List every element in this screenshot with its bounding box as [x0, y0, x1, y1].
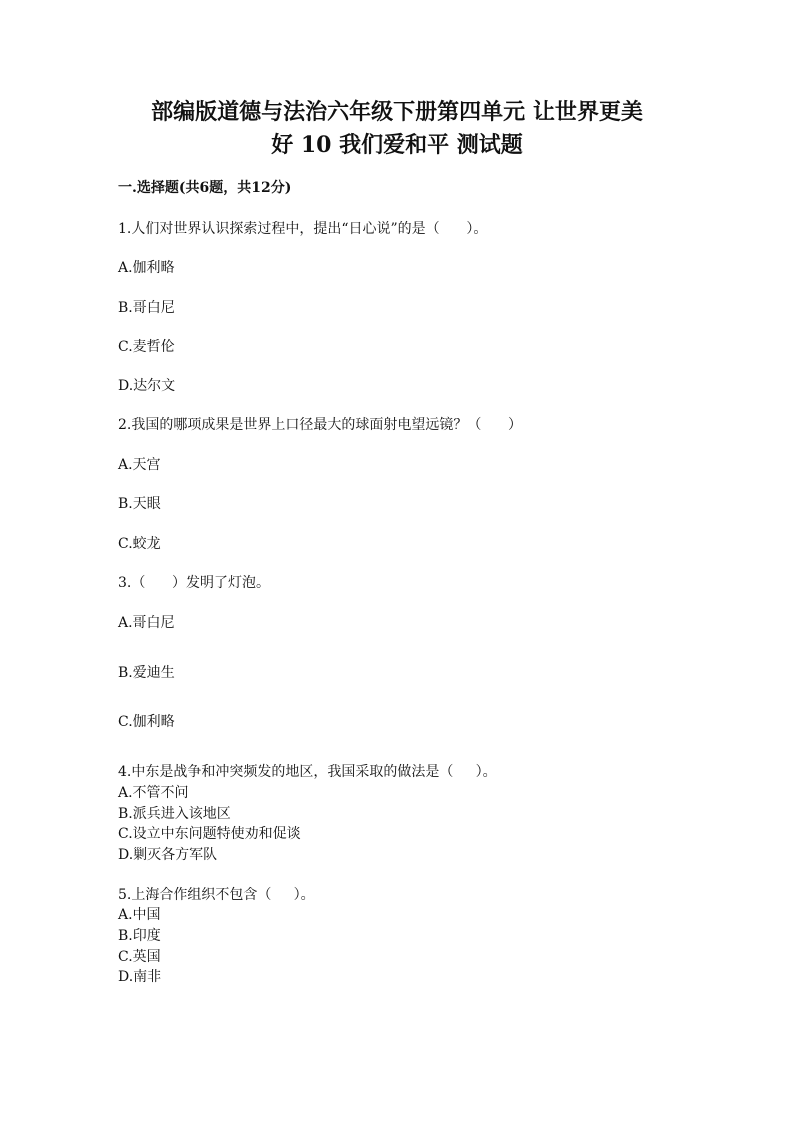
question-3-option-c: C.伽利略 [118, 714, 175, 730]
question-4-option-d: D.剿灭各方军队 [118, 847, 218, 863]
question-4-option-b: B.派兵进入该地区 [118, 806, 231, 822]
document-title-line-2: 好 10 我们爱和平 测试题 [271, 132, 523, 158]
question-3-option-a: A.哥白尼 [118, 615, 175, 631]
question-1-option-b: B.哥白尼 [118, 300, 175, 316]
question-1-option-a: A.伽利略 [118, 260, 175, 276]
question-4-stem: 4.中东是战争和冲突频发的地区，我国采取的做法是（ ）。 [118, 764, 497, 780]
question-4-option-a: A.不管不问 [118, 785, 189, 801]
question-2-option-b: B.天眼 [118, 496, 161, 512]
question-2-option-c: C.蛟龙 [118, 536, 161, 552]
question-2-option-a: A.天宫 [118, 457, 161, 473]
question-5-option-c: C.英国 [118, 949, 161, 965]
question-4-option-c: C.设立中东问题特使劝和促谈 [118, 826, 301, 842]
question-5-option-b: B.印度 [118, 928, 161, 944]
section-heading: 一.选择题(共6题，共12分) [118, 180, 292, 196]
question-1-option-d: D.达尔文 [118, 378, 176, 394]
question-1-option-c: C.麦哲伦 [118, 339, 175, 355]
question-5-stem: 5.上海合作组织不包含（ ）。 [118, 887, 315, 903]
question-5-option-a: A.中国 [118, 907, 161, 923]
question-2-stem: 2.我国的哪项成果是世界上口径最大的球面射电望远镜？（ ） [118, 417, 523, 433]
question-5-option-d: D.南非 [118, 969, 162, 985]
document-title-line-1: 部编版道德与法治六年级下册第四单元 让世界更美 [151, 99, 643, 125]
question-3-stem: 3.（ ）发明了灯泡。 [118, 575, 271, 591]
question-3-option-b: B.爱迪生 [118, 665, 175, 681]
question-1-stem: 1.人们对世界认识探索过程中，提出“日心说”的是（ ）。 [118, 221, 488, 237]
